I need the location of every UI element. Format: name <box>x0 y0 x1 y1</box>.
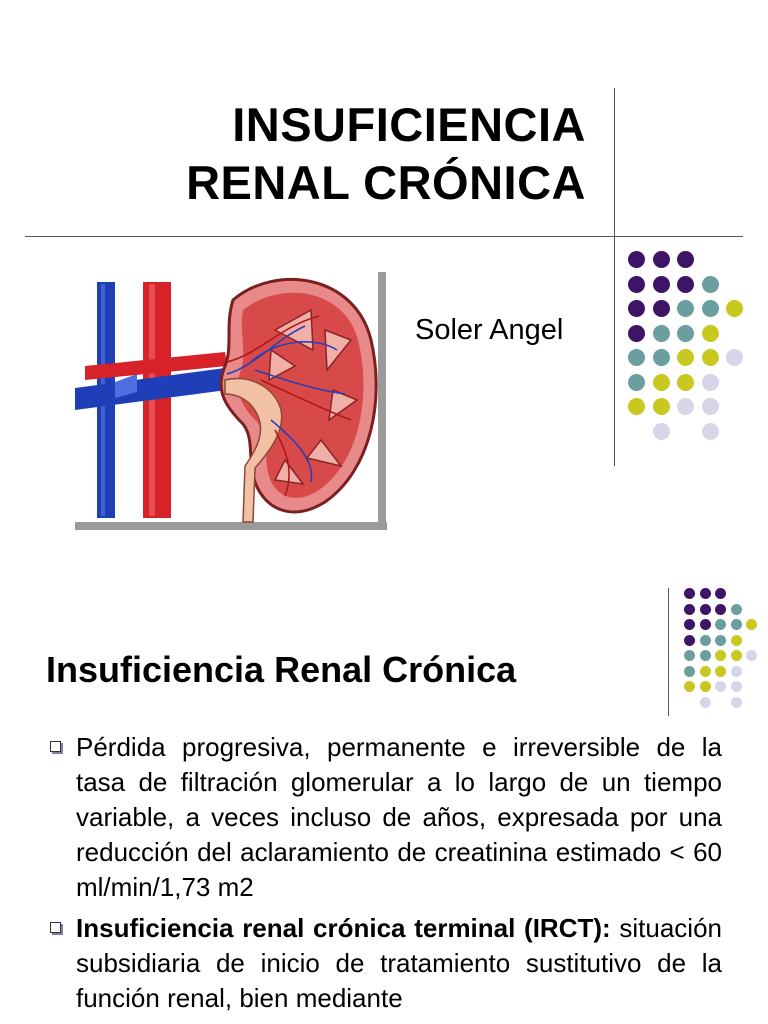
decorative-dot <box>731 619 742 630</box>
bullet-text: Pérdida progresiva, permanente e irreversible de la tasa de filtración glomerular a lo largo de un tiempo variable, a veces incluso de años, expresada por una reducción del aclaramiento de creatinina estimado < 60 ml/min/1,73 m2 <box>76 732 722 902</box>
decorative-dot <box>702 349 719 366</box>
decorative-dot <box>684 681 695 692</box>
decorative-dot <box>731 681 742 692</box>
decorative-dot <box>677 374 694 391</box>
decorative-dot <box>731 666 742 677</box>
title-line-1: INSUFICIENCIA <box>232 98 586 151</box>
decorative-dot <box>702 300 719 317</box>
decorative-dot <box>628 349 645 366</box>
kidney-illustration-icon <box>75 270 387 532</box>
content-slide <box>0 560 768 1024</box>
decorative-dot <box>715 650 726 661</box>
decorative-dot <box>684 604 695 615</box>
decorative-dot <box>684 650 695 661</box>
decorative-dot <box>628 251 645 268</box>
decorative-dot <box>702 276 719 293</box>
decorative-dot <box>677 251 694 268</box>
list-item <box>46 730 722 905</box>
square-bullet-icon <box>50 741 61 752</box>
decorative-dot <box>677 349 694 366</box>
decorative-dot <box>715 604 726 615</box>
decorative-dot <box>628 398 645 415</box>
decorative-dot <box>702 423 719 440</box>
square-bullet-icon <box>50 922 61 933</box>
decorative-dot <box>684 588 695 599</box>
decorative-dot <box>715 635 726 646</box>
decorative-dot <box>653 349 670 366</box>
decorative-dot <box>653 374 670 391</box>
slide-title <box>186 96 586 212</box>
decorative-dot <box>684 619 695 630</box>
decorative-dot <box>715 666 726 677</box>
decorative-dot <box>677 276 694 293</box>
decorative-dot <box>653 251 670 268</box>
decorative-dot <box>715 588 726 599</box>
decorative-dot <box>653 325 670 342</box>
decorative-dot <box>653 276 670 293</box>
bullet-text: situación subsidiaria de inicio de tratamiento sustitutivo de la función renal, bien mediante <box>76 913 722 1013</box>
author-name: Soler Angel <box>415 314 564 346</box>
decorative-dot <box>702 398 719 415</box>
decorative-dot <box>628 374 645 391</box>
list-item <box>46 911 722 1016</box>
decorative-dot <box>746 619 757 630</box>
bullet-list <box>46 730 722 1022</box>
decorative-dot <box>653 300 670 317</box>
decorative-dot <box>746 650 757 661</box>
decorative-dot <box>700 619 711 630</box>
decorative-dot <box>677 300 694 317</box>
vertical-divider <box>668 588 669 716</box>
decorative-dot <box>731 635 742 646</box>
decorative-dot <box>731 697 742 708</box>
decorative-dot <box>726 349 743 366</box>
horizontal-divider <box>25 236 743 237</box>
decorative-dot <box>684 666 695 677</box>
decorative-dot <box>700 604 711 615</box>
decorative-dot <box>715 619 726 630</box>
decorative-dot <box>700 666 711 677</box>
decorative-dot <box>628 300 645 317</box>
decorative-dot <box>700 635 711 646</box>
decorative-dot <box>653 398 670 415</box>
slide-heading: Insuficiencia Renal Crónica <box>46 649 517 690</box>
decorative-dot <box>684 635 695 646</box>
decorative-dot <box>731 604 742 615</box>
decorative-dot <box>702 325 719 342</box>
decorative-dot <box>700 650 711 661</box>
decorative-dot <box>653 423 670 440</box>
decorative-dot <box>700 681 711 692</box>
decorative-dot <box>731 650 742 661</box>
decorative-dot <box>700 588 711 599</box>
decorative-dot <box>628 276 645 293</box>
decorative-dot <box>677 325 694 342</box>
decorative-dot <box>677 398 694 415</box>
decorative-dot <box>702 374 719 391</box>
decorative-dot <box>628 325 645 342</box>
title-line-2: RENAL CRÓNICA <box>186 156 586 209</box>
vertical-divider <box>614 88 615 466</box>
decorative-dot <box>726 300 743 317</box>
decorative-dot <box>715 681 726 692</box>
bullet-bold-text: Insuficiencia renal crónica terminal (IRCT): <box>76 913 611 943</box>
decorative-dot <box>700 697 711 708</box>
